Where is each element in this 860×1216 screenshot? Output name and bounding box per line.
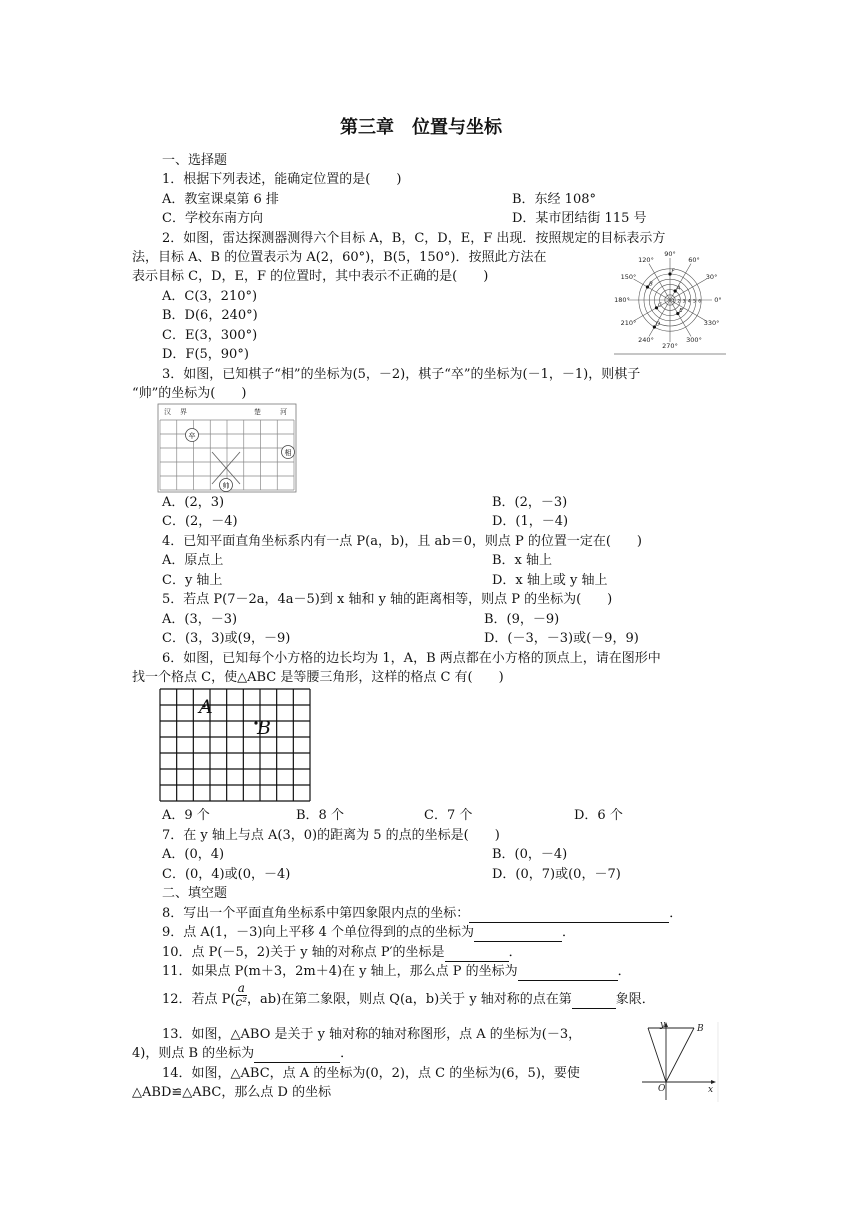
question-13-period: ． xyxy=(340,1046,354,1061)
piece-xiang xyxy=(282,446,295,459)
radar-angle-label: 30° xyxy=(705,273,718,281)
question-2-option-d: D．F(5，90°) xyxy=(162,347,249,362)
question-11-period: ． xyxy=(617,964,631,979)
fig13-label-x: x xyxy=(708,1085,714,1095)
fraction-numerator: a xyxy=(236,982,248,996)
question-11 xyxy=(162,962,631,981)
radar-angle-label: 330° xyxy=(703,319,720,327)
question-12-suffix: 象限． xyxy=(615,992,655,1007)
radar-figure xyxy=(612,250,728,356)
radar-point-a xyxy=(674,289,677,292)
radar-ring-label: 6 xyxy=(698,299,702,305)
piece-zu xyxy=(186,429,199,442)
question-7-option-b: B．(0，－4) xyxy=(492,847,568,862)
question-3-option-a: A．(2，3) xyxy=(162,495,225,510)
question-3-line-2: “帅”的坐标为( ) xyxy=(132,386,247,401)
radar-point-e xyxy=(676,312,679,315)
question-4-option-c: C．y 轴上 xyxy=(162,573,223,588)
question-5-option-c: C．(3，3)或(9，－9) xyxy=(162,631,291,646)
question-3-option-b: B．(2，－3) xyxy=(492,495,568,510)
radar-point-label: E xyxy=(679,308,683,315)
question-14-line-2: △ABD≌△ABC，那么点 D 的坐标 xyxy=(132,1085,332,1100)
question-8-text: 8．写出一个平面直角坐标系中第四象限内点的坐标： xyxy=(162,906,470,921)
question-8-blank[interactable] xyxy=(469,908,669,923)
question-1-option-b: B．东经 108° xyxy=(512,192,596,207)
question-7-option-a: A．(0，4) xyxy=(162,847,225,862)
board-label-he: 河 xyxy=(280,408,287,416)
radar-angle-label: 150° xyxy=(620,273,637,281)
question-13-text: 4)，则点 B 的坐标为 xyxy=(132,1046,255,1061)
question-6-option-b: B．8 个 xyxy=(296,808,344,823)
question-3-option-d: D．(1，－4) xyxy=(492,514,569,529)
radar-angle-label: 240° xyxy=(638,335,654,344)
radar-angle-label: 210° xyxy=(620,319,637,327)
question-2-line-3: 表示目标 C，D，E，F 的位置时，其中表示不正确的是( ) xyxy=(132,269,489,284)
question-2-option-b: B．D(6，240°) xyxy=(162,308,258,323)
question-12-fraction xyxy=(236,982,248,1009)
question-1-option-c: C．学校东南方向 xyxy=(162,211,263,226)
radar-angle-label: 180° xyxy=(614,296,630,304)
board-label-han: 汉 xyxy=(164,408,171,416)
piece-shuai xyxy=(220,479,233,492)
chessboard-figure xyxy=(158,404,298,496)
question-4-stem: 4．已知平面直角坐标系内有一点 P(a，b)，且 ab＝0，则点 P 的位置一定在( ) xyxy=(162,534,642,549)
question-7-stem: 7．在 y 轴上与点 A(3，0)的距离为 5 的点的坐标是( ) xyxy=(162,828,500,843)
fig13-label-b: B xyxy=(697,1024,704,1034)
question-1-option-d: D．某市团结街 115 号 xyxy=(512,211,647,226)
radar-point-label: C xyxy=(657,302,662,309)
question-11-text: 11．如果点 P(m＋3，2m＋4)在 y 轴上，那么点 P 的坐标为 xyxy=(162,964,518,979)
question-14-line-1: 14．如图，△ABC，点 A 的坐标为(0，2)，点 C 的坐标为(6，5)，要使 xyxy=(162,1066,580,1081)
section-heading-fill: 二、填空题 xyxy=(162,886,228,901)
question-10-period: ． xyxy=(508,945,522,960)
question-2-line-2: 法，目标 A、B 的位置表示为 A(2，60°)，B(5，150°)．按照此方法在 xyxy=(132,250,547,265)
question-6-option-d: D．6 个 xyxy=(574,808,623,823)
radar-angle-label: 60° xyxy=(688,256,700,265)
question-13-line-2 xyxy=(132,1044,353,1063)
fig13-label-y: y xyxy=(660,1020,666,1030)
section-heading-choice: 一、选择题 xyxy=(162,153,228,168)
question-9-text: 9．点 A(1，－3)向上平移 4 个单位得到的点的坐标为 xyxy=(162,925,475,940)
question-6-line-2: 找一个格点 C，使△ABC 是等腰三角形，这样的格点 C 有( ) xyxy=(132,670,504,685)
radar-angle-label: 90° xyxy=(664,250,676,258)
radar-ring-label: 3 xyxy=(682,299,686,305)
question-10-text: 10．点 P(－5，2)关于 y 轴的对称点 P′的坐标是 xyxy=(162,945,445,960)
board-label-jie: 界 xyxy=(180,408,187,416)
radar-angle-label: 0° xyxy=(714,296,722,304)
question-6-line-1: 6．如图，已知每个小方格的边长均为 1，A，B 两点都在小方格的顶点上，请在图形中 xyxy=(162,651,661,666)
question-12-prefix: 12．若点 P( xyxy=(162,992,236,1007)
question-4-option-b: B．x 轴上 xyxy=(492,553,553,568)
radar-angle-label: 300° xyxy=(686,335,702,344)
triangle-sides xyxy=(648,1028,694,1082)
question-3-line-1: 3．如图，已知棋子“相”的坐标为(5，－2)，棋子“卒”的坐标为(－1，－1)，则棋子 xyxy=(162,367,641,382)
fig13-label-o: O xyxy=(658,1084,666,1094)
svg-text:相: 相 xyxy=(284,449,292,457)
question-2-option-a: A．C(3，210°) xyxy=(162,289,258,304)
radar-ring-label: 1 xyxy=(672,299,676,305)
question-1-option-a: A．教室课桌第 6 排 xyxy=(162,192,279,207)
question-4-option-a: A．原点上 xyxy=(162,553,224,568)
question-7-option-c: C．(0，4)或(0，－4) xyxy=(162,867,291,882)
radar-angle-label: 270° xyxy=(662,342,678,350)
question-10 xyxy=(162,943,522,962)
svg-text:卒: 卒 xyxy=(188,432,196,440)
svg-text:帅: 帅 xyxy=(222,482,230,490)
question-9-period: ． xyxy=(562,925,576,940)
grid-label-b: B xyxy=(257,717,271,739)
question-7-option-d: D．(0，7)或(0，－7) xyxy=(492,867,621,882)
radar-angle-label: 120° xyxy=(638,256,654,265)
square-grid-figure xyxy=(158,688,314,804)
question-5-option-b: B．(9，－9) xyxy=(484,612,560,627)
radar-point-label: F xyxy=(671,268,675,275)
radar-ring-label: 2 xyxy=(677,299,681,305)
page-title: 第三章 位置与坐标 xyxy=(340,117,502,138)
question-3-option-c: C．(2，－4) xyxy=(162,514,238,529)
radar-ring-label: 4 xyxy=(687,299,691,305)
question-13-blank[interactable] xyxy=(254,1048,340,1063)
radar-point-f xyxy=(668,272,671,275)
question-2-line-1: 2．如图，雷达探测器测得六个目标 A，B，C，D，E，F 出现．按照规定的目标表示方 xyxy=(162,231,666,246)
fraction-denominator: c² xyxy=(235,995,248,1009)
radar-point-d xyxy=(653,325,656,328)
question-4-option-d: D．x 轴上或 y 轴上 xyxy=(492,573,608,588)
x-axis-arrow xyxy=(711,1080,716,1084)
question-9 xyxy=(162,923,575,942)
question-6-option-a: A．9 个 xyxy=(162,808,210,823)
radar-ring-label: 5 xyxy=(693,299,696,305)
board-label-chu: 楚 xyxy=(254,408,261,416)
question-5-stem: 5．若点 P(7－2a，4a－5)到 x 轴和 y 轴的距离相等，则点 P 的坐标为( ) xyxy=(162,592,613,607)
question-5-option-a: A．(3，－3) xyxy=(162,612,238,627)
radar-point-c xyxy=(655,306,658,309)
question-10-blank[interactable] xyxy=(445,947,509,962)
radar-point-b xyxy=(646,285,649,288)
question-1-stem: 1．根据下列表述，能确定位置的是( ) xyxy=(162,172,402,187)
radar-point-label: D xyxy=(655,321,661,328)
question-8 xyxy=(162,904,682,923)
question-2-option-c: C．E(3，300°) xyxy=(162,328,258,343)
question-8-period: ． xyxy=(669,906,683,921)
question-9-blank[interactable] xyxy=(474,927,562,942)
question-6-option-c: C．7 个 xyxy=(424,808,473,823)
question-13-line-1: 13．如图，△ABO 是关于 y 轴对称的轴对称图形，点 A 的坐标为(－3， xyxy=(162,1027,582,1042)
question-11-blank[interactable] xyxy=(518,966,618,981)
question-12 xyxy=(162,981,655,1009)
axis-triangle-figure xyxy=(636,1018,720,1104)
radar-point-label: B xyxy=(648,281,653,288)
grid-label-a: A xyxy=(199,696,213,718)
question-5-option-d: D．(－3，－3)或(－9，9) xyxy=(484,631,639,646)
question-12-middle: ，ab)在第二象限，则点 Q(a，b)关于 y 轴对称的点在第 xyxy=(247,992,572,1007)
question-12-blank[interactable] xyxy=(572,994,616,1009)
radar-point-label: A xyxy=(676,285,681,292)
